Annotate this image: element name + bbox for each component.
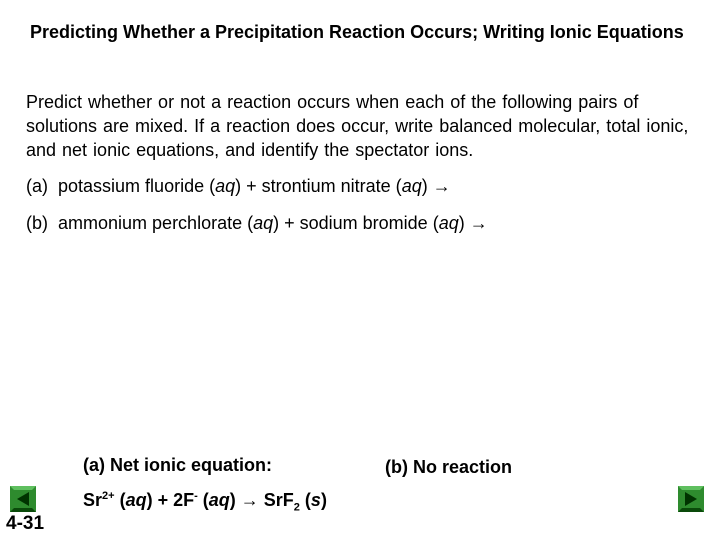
previous-slide-button[interactable] (10, 486, 36, 512)
eq-close: ) (320, 490, 327, 510)
next-bevel-top (678, 486, 704, 490)
prev-bevel-top (10, 486, 36, 490)
eq-fluoride-charge: - (194, 490, 198, 502)
eq-state-3: s (310, 490, 321, 510)
part-b-suffix: ) → (458, 213, 488, 233)
slide-number: 4-31 (6, 513, 45, 534)
eq-strontium-charge: 2+ (102, 490, 115, 502)
part-b-prefix: ammonium perchlorate ( (58, 213, 254, 233)
part-b-state-1: aq (253, 213, 274, 233)
answer-a-label: (a) Net ionic equation: (83, 455, 272, 475)
net-ionic-equation (83, 488, 327, 512)
part-a-prefix: potassium fluoride ( (58, 176, 216, 196)
previous-arrow-icon (10, 486, 36, 512)
part-a-middle: ) + strontium nitrate ( (235, 176, 402, 196)
part-a-state-1: aq (215, 176, 236, 196)
eq-plus-fluoride: ) + 2F (146, 490, 195, 510)
eq-strontium: Sr (83, 490, 103, 510)
part-a-suffix: ) → (421, 176, 451, 196)
eq-open-2: ( (197, 490, 209, 510)
part-b-state-2: aq (438, 213, 459, 233)
eq-arrow-product: ) → Sr (229, 490, 283, 510)
part-b (26, 211, 488, 235)
part-b-label: (b) (26, 213, 48, 233)
part-a (26, 174, 451, 198)
answer-b-label: (b) No reaction (385, 457, 513, 477)
eq-open-3: ( (299, 490, 311, 510)
problem-statement: Predict whether or not a reaction occurs when each of the following pairs of solutions are mixed. If a reaction does occur, write balanced molecular, total ionic, and net ionic equations, and identify the spectator ions. (26, 92, 689, 160)
eq-product-fluorine: F (282, 490, 294, 510)
part-a-label: (a) (26, 176, 48, 196)
part-a-state-2: aq (401, 176, 422, 196)
eq-state-1: aq (125, 490, 147, 510)
part-b-middle: ) + sodium bromide ( (273, 213, 439, 233)
next-bevel-bottom (678, 508, 704, 512)
next-slide-button[interactable] (678, 486, 704, 512)
eq-product-subscript: 2 (293, 501, 300, 514)
next-arrow-icon (678, 486, 704, 512)
eq-state-2: aq (208, 490, 230, 510)
slide-title: Predicting Whether a Precipitation Reaction Occurs; Writing Ionic Equations (30, 22, 684, 42)
eq-open-1: ( (114, 490, 126, 510)
